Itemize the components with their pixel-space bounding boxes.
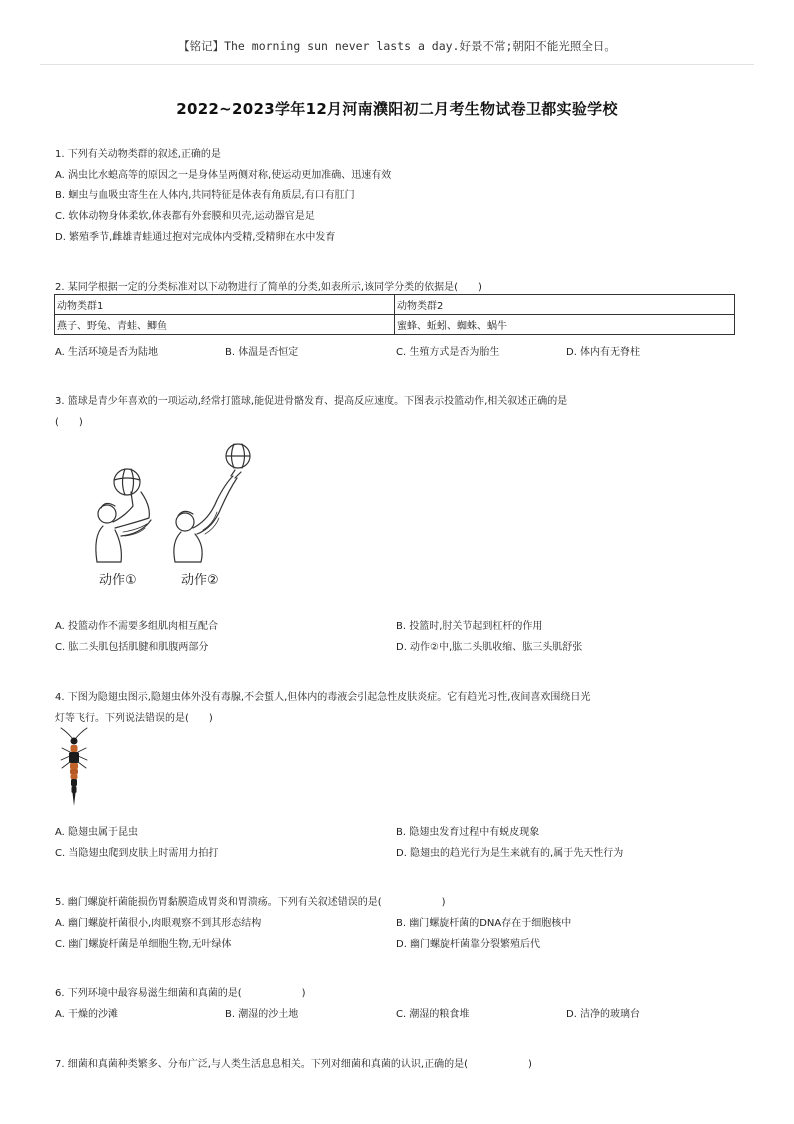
header-divider: [40, 64, 754, 65]
q3-option-d: D. 动作②中,肱二头肌收缩、肱三头肌舒张: [396, 642, 583, 653]
page-motto: 【铭记】The morning sun never lasts a day.好景不常;朝阳不能光照全日。: [178, 39, 616, 53]
q2-stem: 2. 某同学根据一定的分类标准对以下动物进行了简单的分类,如表所示,该同学分类的依据是( ): [55, 282, 482, 293]
basketball-shooting-figure: [85, 436, 265, 594]
q6-option-a: A. 干燥的沙滩: [55, 1009, 119, 1020]
figure-label-action-2: 动作②: [181, 573, 219, 588]
rove-beetle-icon: [55, 726, 93, 812]
player-two-figure: [174, 470, 241, 562]
q4-option-c: C. 当隐翅虫爬到皮肤上时需用力拍打: [55, 848, 219, 859]
q5-option-a: A. 幽门螺旋杆菌很小,肉眼观察不到其形态结构: [55, 918, 262, 929]
q3-stem-line1: 3. 篮球是青少年喜欢的一项运动,经常打篮球,能促进骨骼发育、提高反应速度。下图表示投篮动作,相关叙述正确的是: [55, 396, 568, 407]
q4-option-a: A. 隐翅虫属于昆虫: [55, 827, 139, 838]
table-header-cell: 动物类群2: [395, 295, 735, 315]
q2-option-d: D. 体内有无脊柱: [566, 347, 641, 358]
q5-option-c: C. 幽门螺旋杆菌是单细胞生物,无叶绿体: [55, 939, 232, 950]
q6-option-b: B. 潮湿的沙土地: [225, 1009, 299, 1020]
table-cell: 蜜蜂、蚯蚓、蜘蛛、蜗牛: [395, 315, 735, 335]
q5-stem: 5. 幽门螺旋杆菌能损伤胃黏膜造成胃炎和胃溃疡。下列有关叙述错误的是( ): [55, 897, 446, 908]
basketball-icon: [114, 469, 140, 495]
q3-option-c: C. 肱二头肌包括肌腱和肌腹两部分: [55, 642, 209, 653]
figure-label-action-1: 动作①: [99, 573, 137, 588]
q6-option-c: C. 潮湿的粮食堆: [396, 1009, 470, 1020]
q2-classification-table: [54, 294, 735, 335]
q2-option-a: A. 生活环境是否为陆地: [55, 347, 159, 358]
q3-option-b: B. 投篮时,肘关节起到杠杆的作用: [396, 621, 543, 632]
table-header-row: [55, 295, 735, 315]
q2-option-c: C. 生殖方式是否为胎生: [396, 347, 500, 358]
q2-option-b: B. 体温是否恒定: [225, 347, 299, 358]
table-row: [55, 315, 735, 335]
q3-stem-line2: ( ): [55, 417, 83, 428]
player-one-figure: [96, 492, 151, 562]
page-title: 2022~2023学年12月河南濮阳初二月考生物试卷卫都实验学校: [176, 100, 618, 118]
q5-option-d: D. 幽门螺旋杆菌靠分裂繁殖后代: [396, 939, 541, 950]
q4-option-b: B. 隐翅虫发育过程中有蜕皮现象: [396, 827, 540, 838]
q6-option-d: D. 洁净的玻璃台: [566, 1009, 641, 1020]
q4-option-d: D. 隐翅虫的趋光行为是生来就有的,属于先天性行为: [396, 848, 624, 859]
q3-option-a: A. 投篮动作不需要多组肌肉相互配合: [55, 621, 219, 632]
q4-stem-line2: 灯等飞行。下列说法错误的是( ): [55, 713, 213, 724]
q4-stem-line1: 4. 下图为隐翅虫图示,隐翅虫体外没有毒腺,不会蜇人,但体内的毒液会引起急性皮肤炎症。它有趋光习性,夜间喜欢围绕日光: [55, 692, 591, 703]
q1-option-d: D. 繁殖季节,雌雄青蛙通过抱对完成体内受精,受精卵在水中发育: [55, 232, 336, 243]
q1-option-b: B. 蛔虫与血吸虫寄生在人体内,共同特征是体表有角质层,有口有肛门: [55, 190, 355, 201]
q1-option-a: A. 涡虫比水螅高等的原因之一是身体呈两侧对称,使运动更加准确、迅速有效: [55, 170, 392, 181]
table-cell: 燕子、野兔、青蛙、鲫鱼: [55, 315, 395, 335]
q5-option-b: B. 幽门螺旋杆菌的DNA存在于细胞核中: [396, 918, 572, 929]
basketball-icon: [226, 444, 250, 468]
q1-stem: 1. 下列有关动物类群的叙述,正确的是: [55, 149, 221, 160]
table-header-cell: 动物类群1: [55, 295, 395, 315]
q1-option-c: C. 软体动物身体柔软,体表都有外套膜和贝壳,运动器官是足: [55, 211, 315, 222]
q7-stem: 7. 细菌和真菌种类繁多、分布广泛,与人类生活息息相关。下列对细菌和真菌的认识,正确的是( ): [55, 1059, 532, 1070]
q6-stem: 6. 下列环境中最容易滋生细菌和真菌的是( ): [55, 988, 306, 999]
